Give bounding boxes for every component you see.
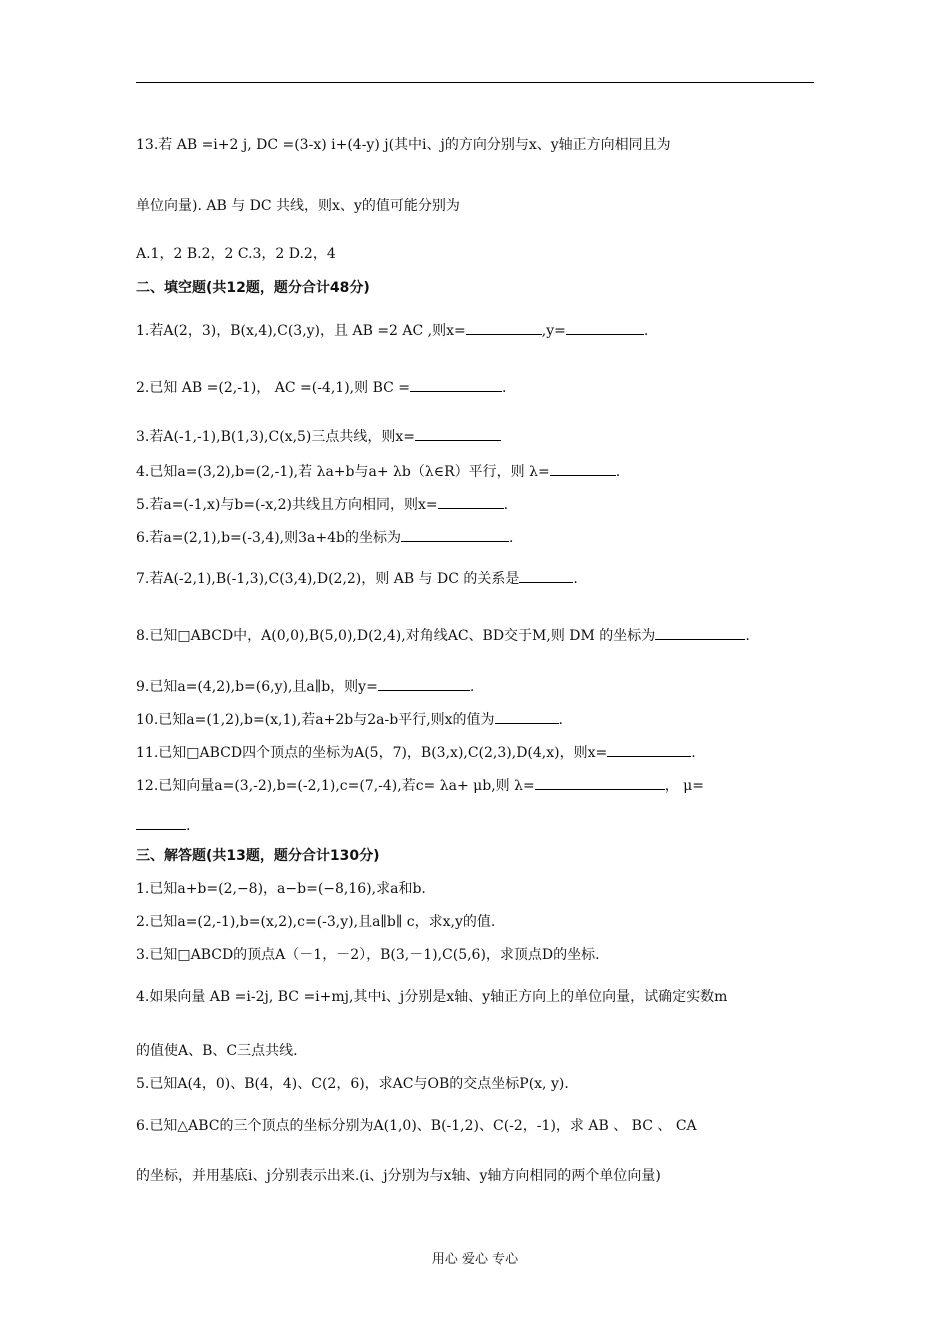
solve-q4: 4.如果向量 AB =i-2j, BC =i+mj,其中i、j分别是x轴、y轴正方向上的单位向量，试确定实数m	[136, 989, 728, 1005]
fill-q4: 4.已知a=(3,2),b=(2,-1),若 λa+b与a+ λb（λ∈R）平行，则 λ= .	[136, 461, 620, 482]
answer-blank	[378, 676, 470, 691]
fill-q3: 3.若A(-1,-1),B(1,3),C(x,5)三点共线，则x=	[136, 426, 501, 447]
fill-q8: 8.已知□ABCD中，A(0,0),B(5,0),D(2,4),对角线AC、BD交于M,则 DM 的坐标为 .	[136, 625, 750, 646]
q13-options: A.1，2 B.2，2 C.3，2 D.2，4	[136, 246, 336, 262]
answer-blank	[535, 775, 665, 790]
fill-q7: 7.若A(-2,1),B(-1,3),C(3,4),D(2,2)，则 AB 与 DC 的关系是 .	[136, 568, 578, 589]
solve-q2: 2.已知a=(2,-1),b=(x,2),c=(-3,y),且a∥b∥ c，求x,y的值.	[136, 914, 496, 930]
answer-blank	[401, 527, 509, 542]
answer-blank	[550, 461, 616, 476]
answer-blank	[655, 625, 745, 640]
fill-q1: 1.若A(2，3)，B(x,4),C(3,y)，且 AB =2 AC ,则x= ,y= .	[136, 320, 648, 341]
solve-q3: 3.已知□ABCD的顶点A（－1，－2），B(3,－1),C(5,6)，求顶点D的坐标.	[136, 947, 600, 963]
solve-q4-cont: 的值使A、B、C三点共线.	[136, 1043, 298, 1059]
q13-line2: 单位向量). AB 与 DC 共线，则x、y的值可能分别为	[136, 198, 460, 214]
solve-q6: 6.已知△ABC的三个顶点的坐标分别为A(1,0)、B(-1,2)、C(-2，-1)，求 AB 、 BC 、 CA	[136, 1118, 697, 1134]
answer-blank	[136, 815, 186, 830]
fill-q5: 5.若a=(-1,x)与b=(-x,2)共线且方向相同，则x= .	[136, 494, 508, 515]
q13-line1: 13.若 AB =i+2 j, DC =(3-x) i+(4-y) j(其中i、j的方向分别与x、y轴正方向相同且为	[136, 137, 671, 153]
section3-title: 三、解答题(共13题，题分合计130分)	[136, 848, 380, 864]
solve-q5: 5.已知A(4，0)、B(4，4)、C(2，6)，求AC与OB的交点坐标P(x, y).	[136, 1076, 569, 1092]
answer-blank	[607, 742, 691, 757]
answer-blank	[495, 709, 559, 724]
answer-blank	[519, 568, 573, 583]
section2-title: 二、填空题(共12题，题分合计48分)	[136, 280, 370, 296]
fill-q2: 2.已知 AB =(2,-1)， AC =(-4,1),则 BC = .	[136, 377, 506, 398]
fill-q12-cont: .	[136, 815, 190, 836]
fill-q12: 12.已知向量a=(3,-2),b=(-2,1),c=(7,-4),若c= λa+ μb,则 λ= ， μ=	[136, 775, 704, 796]
fill-q9: 9.已知a=(4,2),b=(6,y),且a∥b，则y= .	[136, 676, 474, 697]
fill-q6: 6.若a=(2,1),b=(-3,4),则3a+4b的坐标为 .	[136, 527, 513, 548]
header-rule	[136, 82, 814, 83]
solve-q1: 1.已知a+b=(2,−8)，a−b=(−8,16),求a和b.	[136, 881, 426, 897]
answer-blank	[566, 320, 644, 335]
fill-q10: 10.已知a=(1,2),b=(x,1),若a+2b与2a-b平行,则x的值为 .	[136, 709, 563, 730]
answer-blank	[410, 377, 502, 392]
solve-q6-cont: 的坐标，并用基底i、j分别表示出来.(i、j分别为与x轴、y轴方向相同的两个单位向量)	[136, 1168, 661, 1184]
answer-blank	[438, 494, 504, 509]
answer-blank	[466, 320, 542, 335]
page-footer: 用心 爱心 专心	[431, 1252, 519, 1267]
fill-q11: 11.已知□ABCD四个顶点的坐标为A(5，7)，B(3,x),C(2,3),D(4,x)，则x= .	[136, 742, 696, 763]
answer-blank	[415, 426, 501, 441]
